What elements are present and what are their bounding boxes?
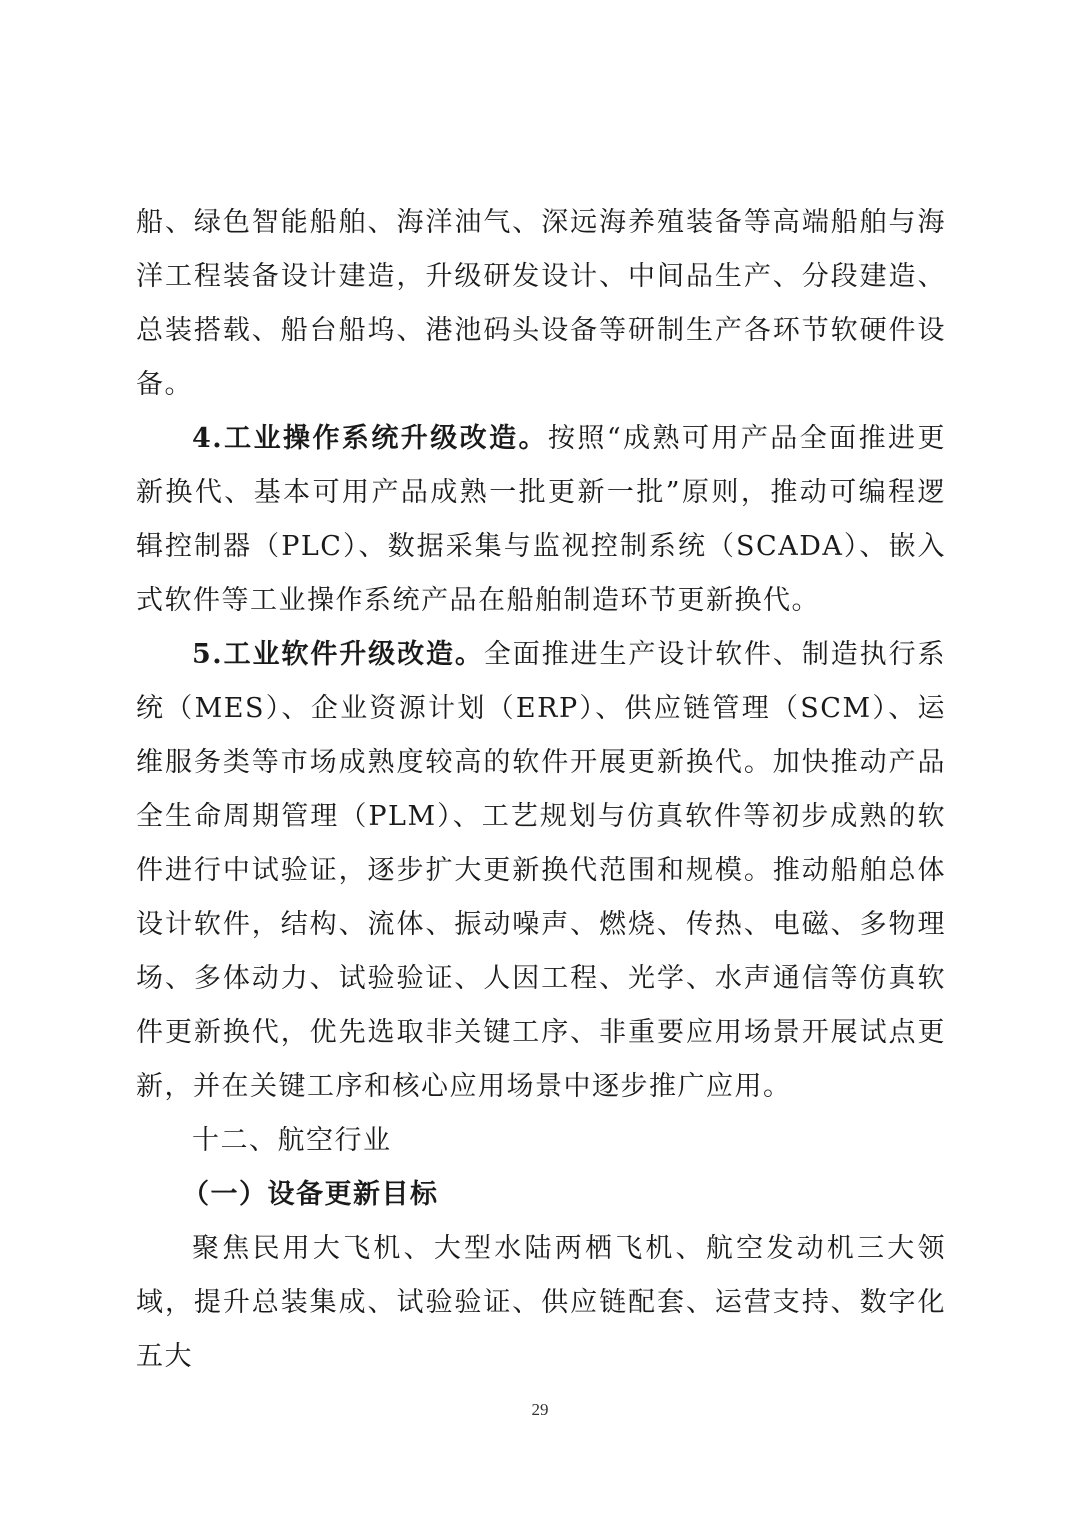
section-heading: 十二、航空行业 (192, 1125, 392, 1156)
paragraph-industrial-software-body: 全面推进生产设计软件、制造执行系统（MES）、企业资源计划（ERP）、供应链管理（SCM）、运维服务类等市场成熟度较高的软件开展更新换代。加快推动产品全生命周期管理（PLM）、工艺规划与仿真软件等初步成熟的软件进行中试验证，逐步扩大更新换代范围和规模。推动船舶总体设计软件，结构、流体、振动噪声、燃烧、传热、电磁、多物理场、多体动力、试验验证、人因工程、光学、水声通信等仿真软件更新换代，优先选取非关键工序、非重要应用场景开展试点更新，并在关键工序和核心应用场景中逐步推广应用。 (136, 639, 946, 1102)
page-number: 29 (531, 1400, 549, 1419)
paragraph-industrial-os-title: 4.工业操作系统升级改造。 (192, 423, 548, 454)
paragraph-industrial-os-body: 按照“成熟可用产品全面推进更新换代、基本可用产品成熟一批更新一批”原则，推动可编程逻辑控制器（PLC）、数据采集与监视控制系统（SCADA）、嵌入式软件等工业操作系统产品在船舶制造环节更新换代。 (136, 423, 946, 616)
paragraph-continued: 船、绿色智能船舶、海洋油气、深远海养殖装备等高端船舶与海洋工程装备设计建造，升级研发设计、中间品生产、分段建造、总装搭载、船台船坞、港池码头设备等研制生产各环节软硬件设备。 (136, 207, 946, 400)
paragraph-industrial-software (136, 628, 946, 1114)
subsection-heading: （一）设备更新目标 (182, 1179, 439, 1210)
paragraph-industrial-os (136, 412, 946, 628)
paragraph-aviation-goals: 聚焦民用大飞机、大型水陆两栖飞机、航空发动机三大领域，提升总装集成、试验验证、供应链配套、运营支持、数字化五大 (136, 1233, 946, 1372)
paragraph-industrial-software-title: 5.工业软件升级改造。 (192, 639, 484, 670)
page-content (136, 196, 946, 1384)
